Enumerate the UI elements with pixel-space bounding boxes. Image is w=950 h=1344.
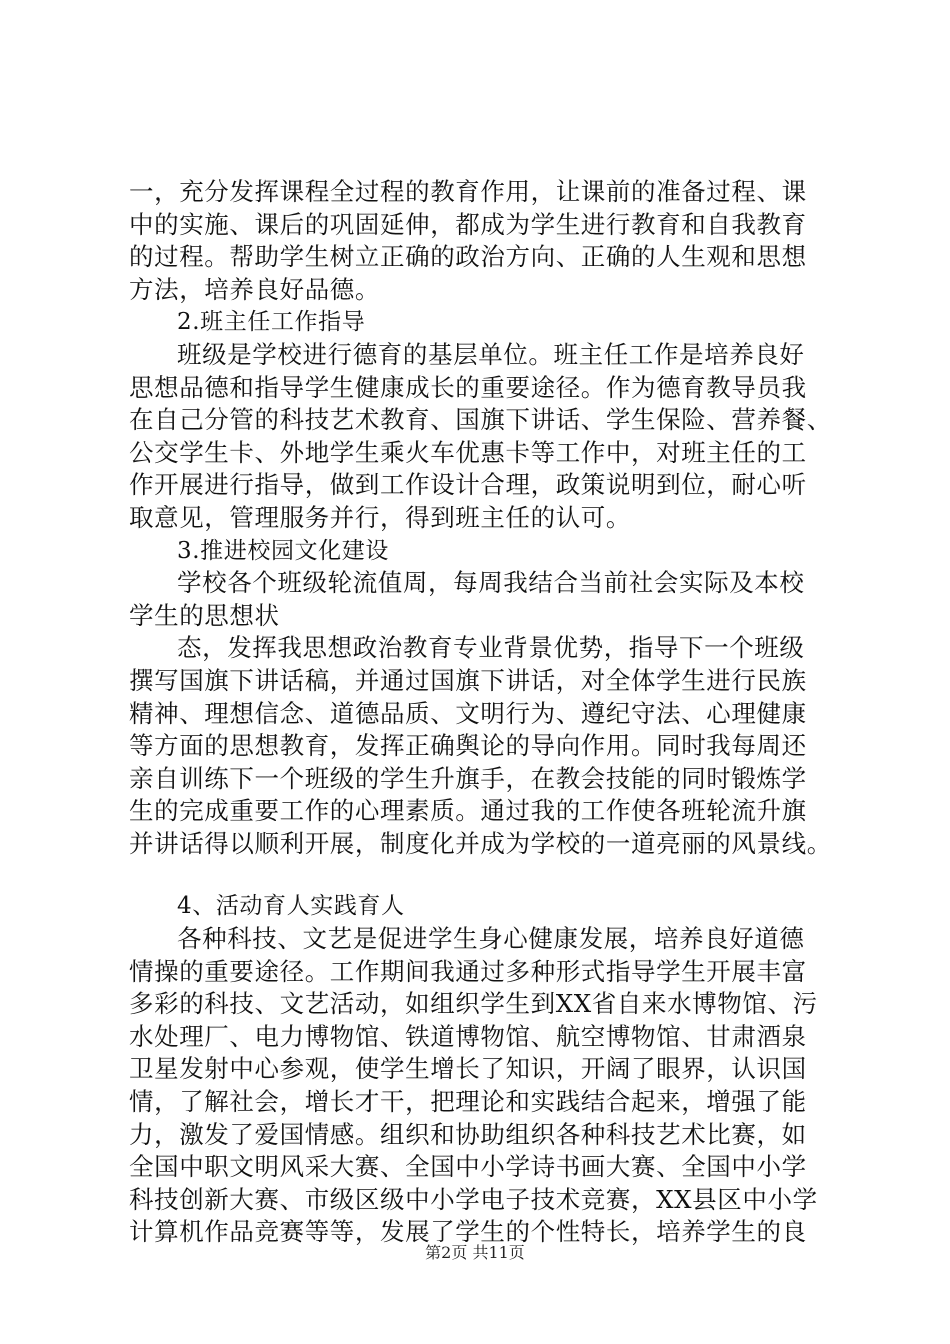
paragraph-line: 情操的重要途径。工作期间我通过多种形式指导学生开展丰富 [129, 956, 807, 986]
paragraph-line: 作开展进行指导，做到工作设计合理，政策说明到位，耐心听 [129, 470, 807, 500]
paragraph-line: 取意见，管理服务并行，得到班主任的认可。 [129, 502, 631, 532]
paragraph-line: 学生的思想状 [129, 600, 280, 630]
paragraph-line: 力，激发了爱国情感。组织和协助组织各种科技艺术比赛，如 [129, 1119, 807, 1149]
paragraph-line: 公交学生卡、外地学生乘火车优惠卡等工作中，对班主任的工 [129, 437, 807, 467]
paragraph-line: 并讲话得以顺利开展，制度化并成为学校的一道亮丽的风景线。 [129, 828, 832, 858]
paragraph-line: 亲自训练下一个班级的学生升旗手，在教会技能的同时锻炼学 [129, 763, 807, 793]
paragraph-line: 生的完成重要工作的心理素质。通过我的工作使各班轮流升旗 [129, 796, 807, 826]
section-heading: 4、活动育人实践育人 [177, 893, 405, 920]
paragraph-line: 情，了解社会，增长才干，把理论和实践结合起来，增强了能 [129, 1087, 807, 1117]
paragraph-line: 各种科技、文艺是促进学生身心健康发展，培养良好道德 [177, 924, 805, 954]
paragraph-line: 撰写国旗下讲话稿，并通过国旗下讲话，对全体学生进行民族 [129, 665, 807, 695]
paragraph-line: 思想品德和指导学生健康成长的重要途径。作为德育教导员我 [129, 372, 807, 402]
paragraph-line: 水处理厂、电力博物馆、铁道博物馆、航空博物馆、甘肃酒泉 [129, 1021, 807, 1051]
paragraph-line: 学校各个班级轮流值周，每周我结合当前社会实际及本校 [177, 568, 805, 598]
page-number-footer: 第2页 共11页 [425, 1243, 525, 1262]
paragraph-line: 等方面的思想教育，发挥正确舆论的导向作用。同时我每周还 [129, 731, 807, 761]
paragraph-line: 计算机作品竞赛等等，发展了学生的个性特长，培养学生的良 [129, 1217, 807, 1247]
paragraph-gap [129, 860, 849, 890]
paragraph-line: 科技创新大赛、市级区级中小学电子技术竞赛，XX县区中小学 [129, 1184, 818, 1214]
section-heading: 2.班主任工作指导 [177, 309, 366, 336]
paragraph-line: 卫星发射中心参观，使学生增长了知识，开阔了眼界，认识国 [129, 1054, 807, 1084]
section-heading: 3.推进校园文化建设 [177, 537, 389, 564]
document-body [129, 176, 849, 1249]
paragraph-line: 多彩的科技、文艺活动，如组织学生到XX省自来水博物馆、污 [129, 989, 818, 1019]
paragraph-line: 全国中职文明风采大赛、全国中小学诗书画大赛、全国中小学 [129, 1152, 807, 1182]
paragraph-line: 在自己分管的科技艺术教育、国旗下讲话、学生保险、营养餐、 [129, 405, 832, 435]
paragraph-line: 一，充分发挥课程全过程的教育作用，让课前的准备过程、课 [129, 177, 807, 206]
paragraph-line: 班级是学校进行德育的基层单位。班主任工作是培养良好 [177, 339, 805, 369]
paragraph-line: 方法，培养良好品德。 [129, 274, 380, 304]
paragraph-line: 态，发挥我思想政治教育专业背景优势，指导下一个班级 [177, 633, 805, 663]
paragraph-line: 精神、理想信念、道德品质、文明行为、遵纪守法、心理健康 [129, 698, 807, 728]
paragraph-line: 中的实施、课后的巩固延伸，都成为学生进行教育和自我教育 [129, 209, 807, 239]
paragraph-line: 的过程。帮助学生树立正确的政治方向、正确的人生观和思想 [129, 242, 807, 272]
